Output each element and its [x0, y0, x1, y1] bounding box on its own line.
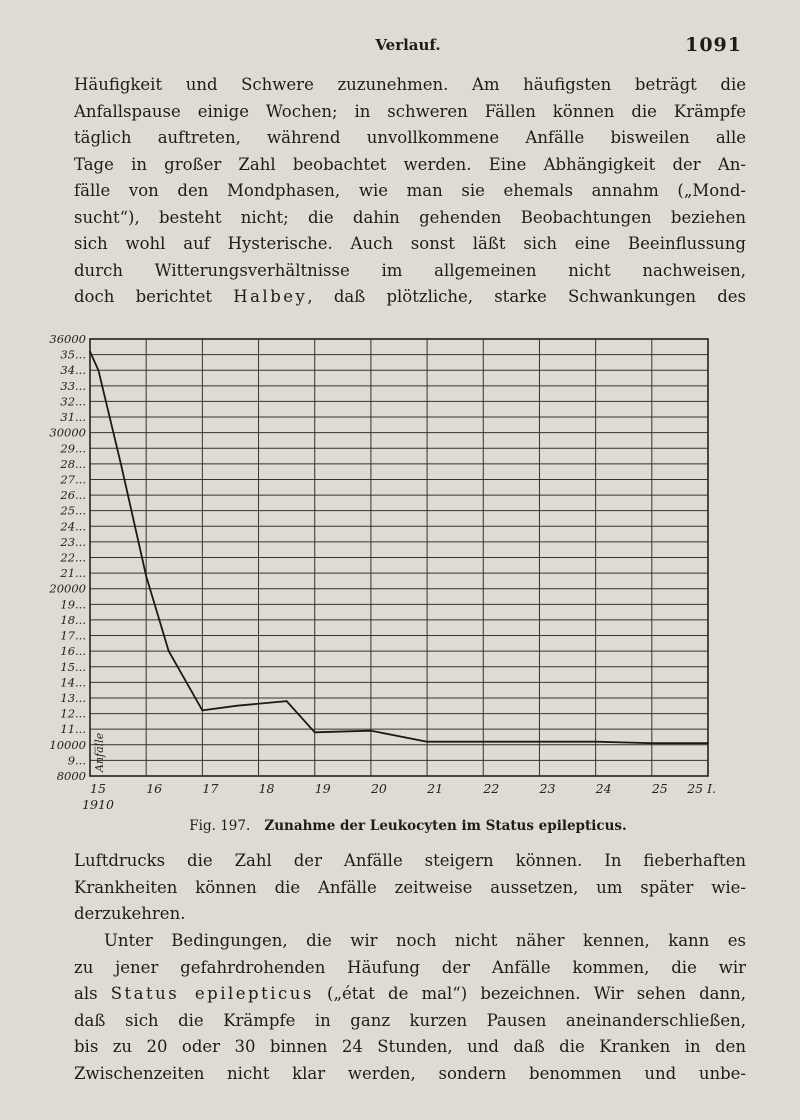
y-tick-label: 16... — [60, 644, 86, 659]
x-year-label: 1910 — [82, 797, 114, 812]
data-point — [426, 741, 428, 743]
data-point — [120, 463, 122, 465]
data-point — [98, 369, 100, 371]
text-line: bis zu 20 oder 30 binnen 24 Stunden, und daß die Kranken in den — [74, 1037, 746, 1056]
x-tick-label: 17 — [202, 781, 219, 796]
x-tick-label: 22 — [483, 781, 500, 796]
y-tick-label: 18... — [60, 612, 86, 627]
y-tick-label: 25... — [60, 503, 86, 518]
x-tick-label: 18 — [258, 781, 275, 796]
y-tick-label: 12... — [60, 706, 86, 721]
y-tick-label: 31... — [60, 410, 86, 425]
data-point — [145, 575, 147, 577]
x-tick-label: 19 — [314, 781, 331, 796]
y-tick-label: 20000 — [49, 581, 86, 596]
data-point — [482, 741, 484, 743]
running-head-title: Verlauf. — [375, 36, 441, 54]
term-status-epilepticus: Status epilepticus — [110, 984, 314, 1003]
text-line: Tage in großer Zahl beobachtet werden. Eine Abhängigkeit der An- — [74, 154, 746, 174]
annotation-anfaelle: Anfälle — [93, 732, 106, 772]
text-line — [74, 284, 746, 311]
text-line: Luftdrucks die Zahl der Anfälle steigern können. In fieberhaften — [74, 851, 746, 870]
data-point — [314, 731, 316, 733]
y-tick-label: 32... — [60, 394, 86, 409]
text-segment: als — [74, 984, 111, 1003]
y-tick-label: 10000 — [49, 737, 86, 752]
text-line: durch Witterungsverhältnisse im allgemeinen nicht nachweisen, — [74, 260, 746, 280]
paragraph-1 — [74, 72, 746, 311]
data-point — [595, 741, 597, 743]
data-point — [651, 742, 653, 744]
y-tick-label: 14... — [60, 675, 86, 690]
text-line: sucht“), besteht nicht; die dahin gehenden Beobachtungen beziehen — [74, 207, 746, 227]
page-number: 1091 — [685, 34, 742, 56]
y-tick-label: 24... — [60, 519, 86, 534]
text-line: sich wohl auf Hysterische. Auch sonst läßt sich eine Beeinflussung — [74, 234, 746, 253]
y-tick-label: 29... — [60, 441, 86, 456]
paragraph-2 — [74, 848, 746, 928]
y-tick-label: 26... — [60, 488, 86, 503]
data-point — [707, 742, 709, 744]
text-line: Anfallspause einige Wochen; in schweren Fällen können die Krämpfe — [74, 101, 746, 121]
text-line: Zwischenzeiten nicht klar werden, sondern benommen und unbe- — [74, 1063, 746, 1083]
text-line: zu jener gefahrdrohenden Häufung der Anfälle kommen, die wir — [74, 957, 746, 977]
text-line: Krankheiten können die Anfälle zeitweise aussetzen, um später wie- — [74, 877, 746, 897]
y-tick-label: 11... — [60, 722, 86, 737]
data-point — [539, 741, 541, 743]
series-line-leukocytes — [90, 352, 708, 744]
data-point — [201, 710, 203, 712]
x-tick-label: 21 — [427, 781, 444, 796]
y-tick-label: 28... — [60, 456, 86, 471]
y-tick-label: 19... — [60, 597, 86, 612]
data-point — [235, 705, 237, 707]
figure-caption-text: Zunahme der Leukocyten im Status epilepticus. — [264, 818, 627, 834]
text-line: derzukehren. — [74, 904, 186, 923]
y-tick-label: 17... — [60, 628, 86, 643]
y-tick-label: 34... — [60, 363, 86, 378]
data-point — [89, 351, 91, 353]
running-head — [74, 34, 742, 58]
y-tick-label: 13... — [60, 690, 86, 705]
text-segment: , daß plötzliche, starke Schwankungen des — [307, 287, 746, 306]
text-line: täglich auftreten, während unvollkommene Anfälle bisweilen alle — [74, 128, 746, 147]
figure-label: Fig. 197. — [189, 818, 251, 834]
x-tick-label: 25 I. — [687, 781, 716, 796]
y-tick-label: 21... — [60, 566, 86, 581]
y-tick-label: 27... — [60, 472, 86, 487]
y-tick-label: 8000 — [56, 769, 86, 783]
author-name: Halbey — [233, 287, 308, 306]
figure-caption — [74, 818, 742, 834]
y-tick-label: 33... — [60, 378, 86, 393]
y-tick-label: 23... — [60, 534, 86, 549]
y-tick-label: 35... — [60, 347, 86, 362]
text-line — [74, 981, 746, 1008]
y-tick-label: 30000 — [49, 425, 86, 440]
x-tick-label: 15 — [90, 781, 106, 796]
data-point — [286, 700, 288, 702]
x-tick-label: 24 — [595, 781, 612, 796]
data-point — [370, 730, 372, 732]
text-segment: („état de mal“) bezeichnen. Wir sehen dann, — [313, 984, 747, 1003]
data-point — [168, 650, 170, 652]
y-tick-label: 36000 — [49, 332, 86, 346]
y-tick-label: 9... — [67, 753, 86, 768]
x-tick-label: 25 — [651, 781, 668, 796]
x-tick-label: 20 — [370, 781, 387, 796]
text-line: Häufigkeit und Schwere zuzunehmen. Am häufigsten beträgt die — [74, 75, 746, 94]
x-tick-label: 16 — [146, 781, 163, 796]
paragraph-3 — [74, 928, 746, 1087]
text-line: Unter Bedingungen, die wir noch nicht näher kennen, kann es — [104, 931, 746, 950]
y-tick-label: 22... — [60, 550, 86, 565]
text-segment: doch berichtet — [74, 287, 234, 306]
leukocyte-chart — [40, 326, 740, 814]
text-line: fälle von den Mondphasen, wie man sie ehemals annahm („Mond- — [74, 181, 746, 200]
y-tick-label: 15... — [60, 659, 86, 674]
x-tick-label: 23 — [539, 781, 556, 796]
text-line: daß sich die Krämpfe in ganz kurzen Pausen aneinanderschließen, — [74, 1010, 746, 1030]
